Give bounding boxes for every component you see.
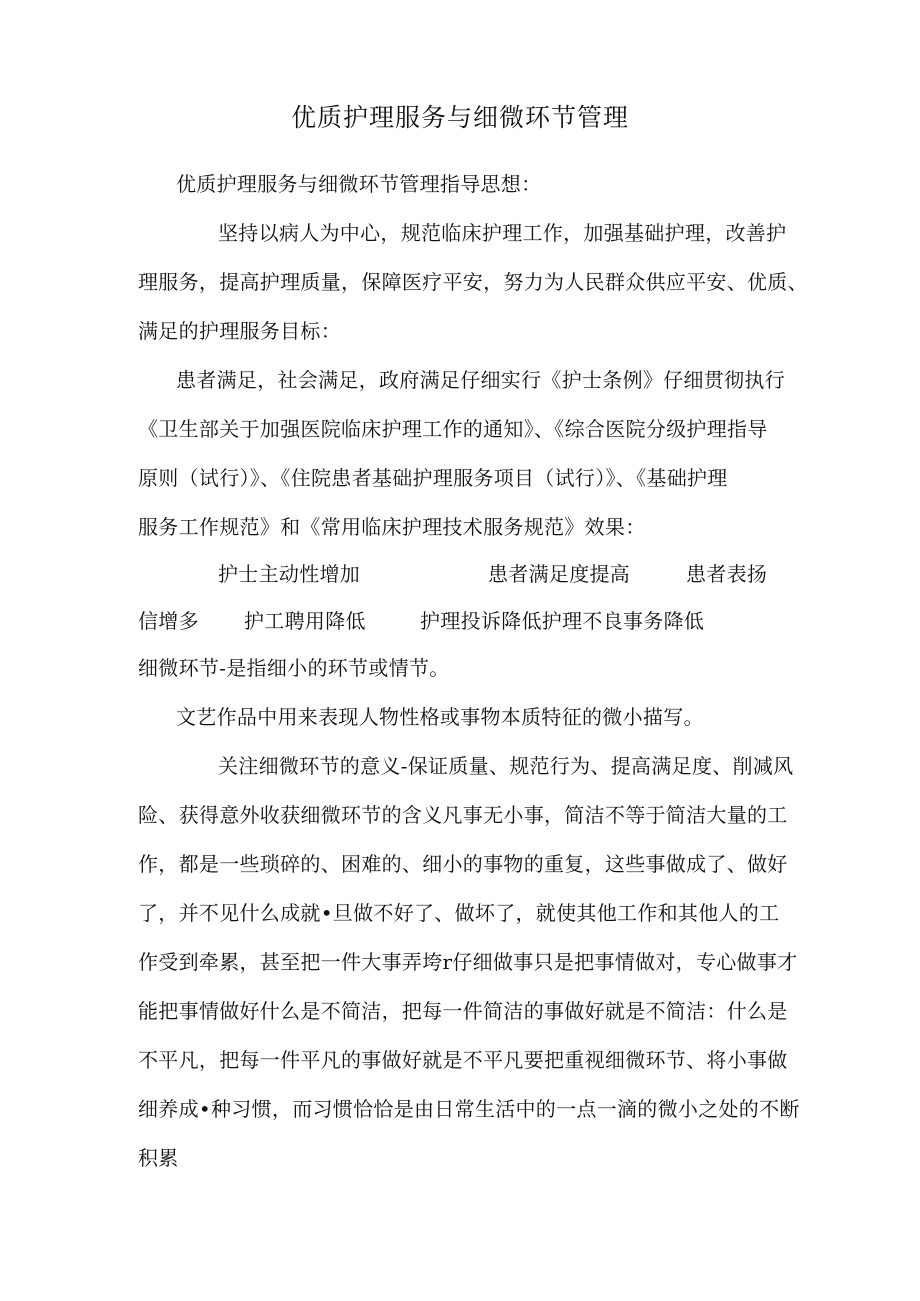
literary-line: 文艺作品中用来表现人物性格或事物本质特征的微小描写。 (176, 705, 704, 729)
significance-line-8: 细养成•种习惯，而习惯恰恰是由日常生活中的一点一滴的微小之处的不断 (138, 1097, 800, 1121)
goals-line-1: 患者满足，社会满足，政府满足仔细实行《护士条例》仔细贯彻执行 (176, 368, 785, 392)
guiding-line-2: 理服务，提高护理质量，保障医疗平安，努力为人民群众供应平安、优质、 (138, 270, 808, 294)
significance-line-6: 能把事情做好什么是不简洁，把每一件简洁的事做好就是不简洁：什么是 (138, 999, 788, 1023)
guiding-heading: 优质护理服务与细微环节管理指导思想： (176, 172, 542, 196)
effect-item-2: 患者满足度提高 (488, 562, 631, 586)
effect-item-1: 护士主动性增加 (218, 562, 361, 586)
effect-item-3-part2: 信增多 (138, 609, 199, 633)
goals-line-3: 原则（试行）》、《住院患者基础护理服务项目（试行）》、《基础护理 (138, 466, 728, 490)
significance-line-7: 不平凡，把每一件平凡的事做好就是不平凡要把重视细微环节、将小事做 (138, 1048, 788, 1072)
significance-line-3: 作，都是一些琐碎的、困难的、细小的事物的重复，这些事做成了、做好 (138, 852, 788, 876)
effects-row-2 (0, 606, 920, 636)
guiding-line-3: 满足的护理服务目标： (138, 319, 341, 343)
effect-item-4: 护工聘用降低 (244, 609, 366, 633)
effect-item-5: 护理投诉降低护理不良事务降低 (420, 609, 705, 633)
goals-line-2: 《卫生部关于加强医院临床护理工作的通知》、《综合医院分级护理指导 (138, 417, 768, 441)
effects-row-1 (0, 559, 920, 589)
guiding-line-1: 坚持以病人为中心，规范临床护理工作，加强基础护理，改善护 (218, 221, 787, 245)
definition-line: 细微环节-是指细小的环节或情节。 (138, 656, 450, 680)
significance-line-1: 关注细微环节的意义-保证质量、规范行为、提高满足度、削减风 (218, 754, 794, 778)
significance-line-5: 作受到牵累，甚至把一件大事弄垮r仔细做事只是把事情做对，专心做事才 (138, 950, 798, 974)
significance-line-2: 险、获得意外收获细微环节的含义凡事无小事，简洁不等于简洁大量的工 (138, 803, 788, 827)
significance-line-9: 积累 (138, 1146, 179, 1170)
effect-item-3-part1: 患者表扬 (686, 562, 768, 586)
significance-line-4: 了，并不见什么成就•旦做不好了、做坏了，就使其他工作和其他人的工 (138, 901, 780, 925)
document-title: 优质护理服务与细微环节管理 (290, 103, 629, 132)
goals-line-4: 服务工作规范》和《常用临床护理技术服务规范》效果： (138, 515, 646, 539)
